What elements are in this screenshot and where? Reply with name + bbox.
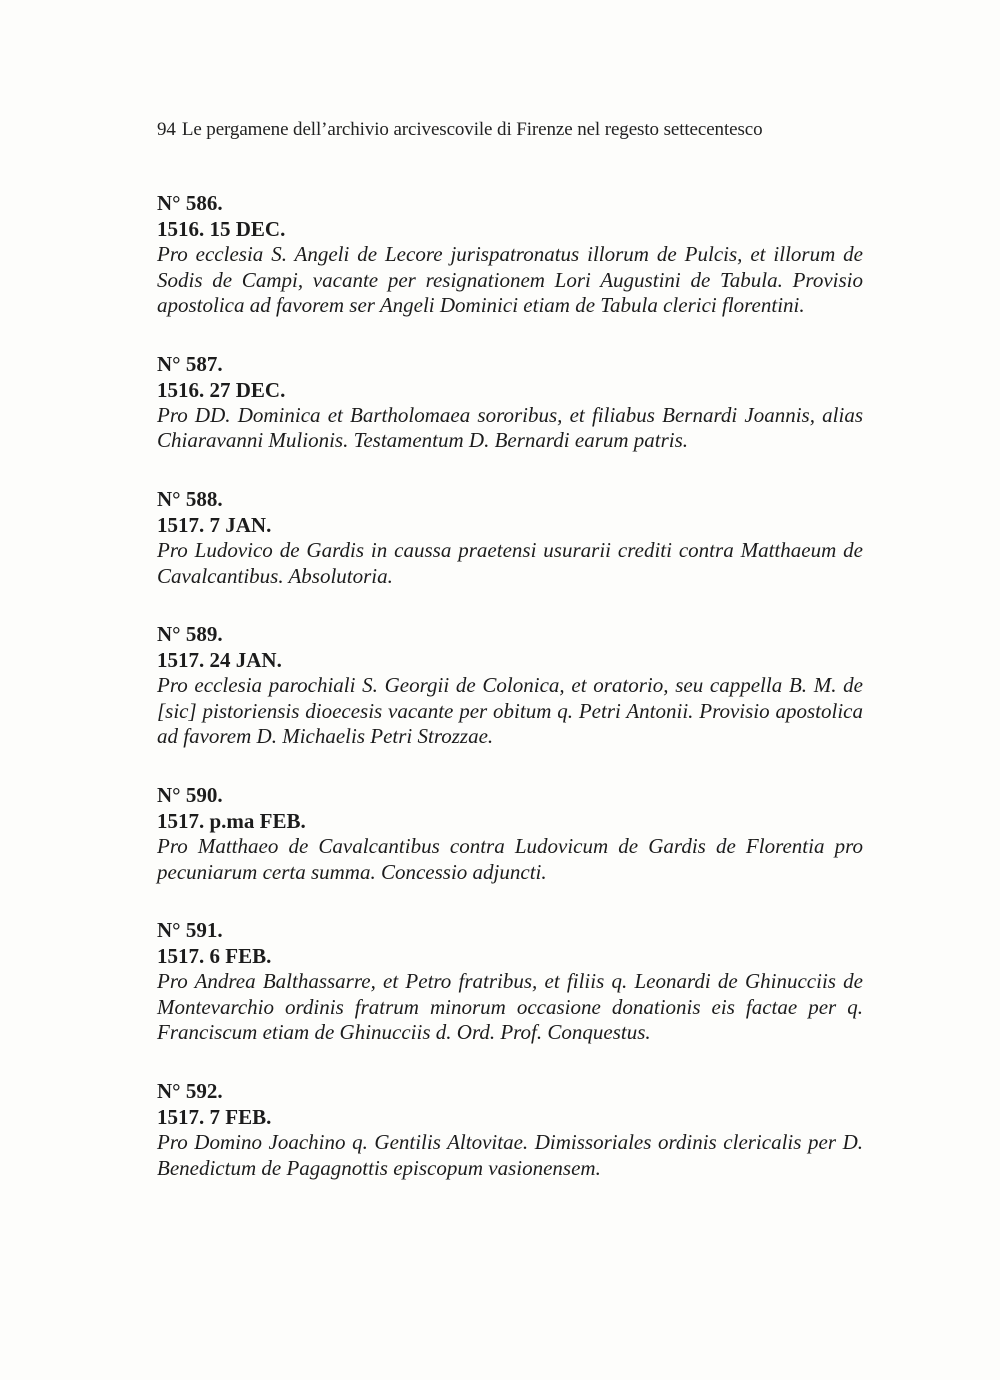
- entry-summary: Pro Matthaeo de Cavalcantibus contra Ludovicum de Gardis de Florentia pro pecuniarum certa summa. Concessio adjuncti.: [157, 833, 863, 884]
- entry-591: [157, 917, 863, 1046]
- entry-587: [157, 351, 863, 454]
- entry-590: [157, 782, 863, 885]
- entry-date: 1517. p.ma FEB.: [157, 808, 306, 833]
- page-number: 94: [157, 119, 176, 140]
- entry-summary: Pro Domino Joachino q. Gentilis Altovitae. Dimissoriales ordinis clericalis per D. Benedictum de Pagagnottis episcopum vasionensem.: [157, 1129, 863, 1180]
- entry-date: 1517. 6 FEB.: [157, 944, 272, 969]
- entry-number: N° 590.: [157, 782, 223, 807]
- entry-date: 1517. 24 JAN.: [157, 648, 282, 673]
- entry-summary: Pro ecclesia S. Angeli de Lecore jurispatronatus illorum de Pulcis, et illorum de Sodis de Campi, vacante per resignationem Lori Augustini de Tabula. Provisio apostolica ad favorem ser Angeli Dominici etiam de Tabula clerici florentini.: [157, 242, 863, 318]
- running-header: [157, 119, 763, 141]
- entry-number: N° 588.: [157, 486, 223, 511]
- entry-date: 1516. 15 DEC.: [157, 217, 286, 241]
- entry-date: 1517. 7 JAN.: [157, 512, 272, 537]
- entry-summary: Pro DD. Dominica et Bartholomaea sororibus, et filiabus Bernardi Joannis, alias Chiaravanni Mulionis. Testamentum D. Bernardi earum patris.: [157, 402, 863, 453]
- entry-summary: Pro Ludovico de Gardis in caussa praetensi usurarii crediti contra Matthaeum de Cavalcantibus. Absolutoria.: [157, 537, 863, 588]
- running-title: Le pergamene dell’archivio arcivescovile di Firenze nel regesto settecentesco: [181, 119, 763, 140]
- entry-summary: Pro ecclesia parochiali S. Georgii de Colonica, et oratorio, seu cappella B. M. de [sic] pistoriensis dioecesis vacante per obitum q. Petri Antonii. Provisio apostolica ad favorem D. Michaelis Petri Strozzae.: [157, 673, 863, 749]
- entry-number: N° 592.: [157, 1078, 223, 1103]
- entry-number: N° 587.: [157, 351, 223, 376]
- entry-592: [157, 1078, 863, 1181]
- entry-588: [157, 486, 863, 589]
- entry-589: [157, 621, 863, 750]
- entry-summary: Pro Andrea Balthassarre, et Petro fratribus, et filiis q. Leonardi de Ghinucciis de Montevarchio ordinis fratrum minorum occasione donationis eis factae per q. Franciscum etiam de Ghinucciis d. Ord. Prof. Conquestus.: [157, 969, 863, 1045]
- entries-list: [157, 190, 863, 1213]
- entry-586: [157, 190, 863, 319]
- entry-date: 1516. 27 DEC.: [157, 377, 286, 402]
- entry-number: N° 589.: [157, 622, 223, 647]
- entry-date: 1517. 7 FEB.: [157, 1104, 272, 1129]
- entry-number: N° 591.: [157, 918, 223, 943]
- entry-number: N° 586.: [157, 191, 223, 215]
